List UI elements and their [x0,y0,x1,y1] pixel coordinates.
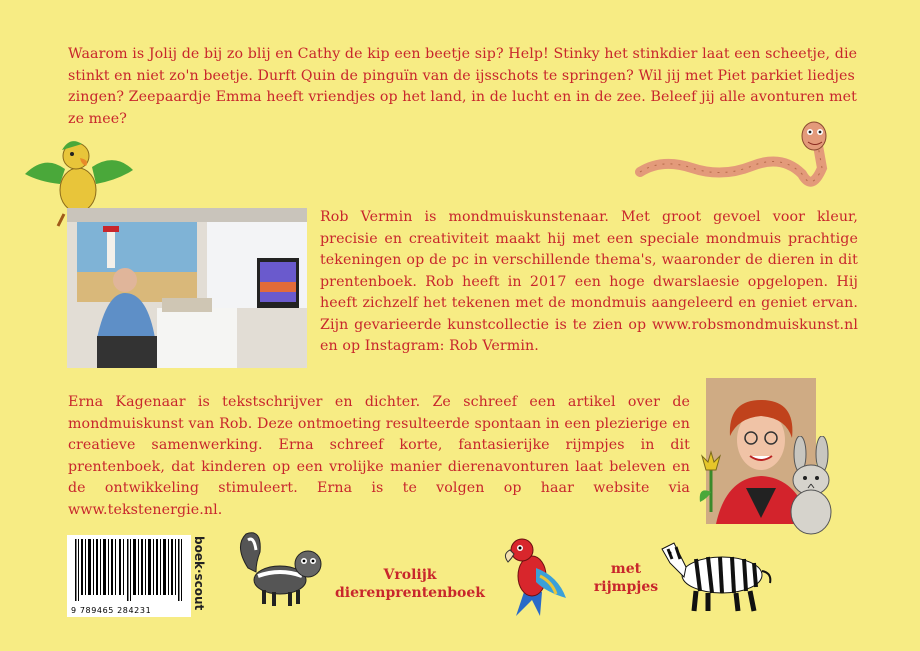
tagline-right-line2: rijmpjes [593,579,659,595]
flower-illustration [696,448,726,512]
rabbit-illustration [780,436,842,536]
barcode-digits: 9 789465 284231 [71,606,152,615]
red-parrot-illustration [496,536,576,616]
intro-text: Waarom is Jolij de bij zo blij en Cathy de kip een beetje sip? Help! Stinky het stinkdier laat een scheetje, die stinkt en niet zo'n beetje. Durft Quin de pinguïn van de ijsschots te springen? Wil jij met Piet parkiet liedjes zingen? Zeepaardje Emma heeft vriendjes op het land, in de lucht en in de zee. Beleef jij alle avonturen met ze mee? [68,46,858,127]
tagline-right [586,560,666,596]
tagline-left-line1: Vrolijk [383,567,437,583]
rob-bio: Rob Vermin is mondmuiskunstenaar. Met groot gevoel voor kleur, precisie en creativiteit maakt hij met een speciale mondmuis prachtige tekeningen op de pc in verschillende thema's, waaronder de dieren in dit prentenboek. Rob heeft in 2017 een hoge dwarslaesie opgelopen. Hij heeft zichzelf het tekenen met de mondmuis aangeleerd en geniet ervan. Zijn gevarieerde kunstcollectie is te zien op www.robsmondmuiskunst.nl en op Instagram: Rob Vermin. [320,209,858,354]
tagline-left [322,566,498,602]
tagline-right-line1: met [610,561,642,577]
publisher-name: boek·scout [192,536,206,611]
rob-photo [67,208,307,368]
barcode [67,535,191,617]
barcode-bars [67,535,191,601]
publisher-logo [190,534,208,616]
tagline-left-line2: dierenprentenboek [334,585,485,601]
skunk-illustration [234,528,326,608]
worm-illustration [632,118,852,200]
zebra-illustration [656,533,776,613]
erna-bio: Erna Kagenaar is tekstschrijver en dichter. Ze schreef een artikel over de mondmuiskunst van Rob. Deze ontmoeting resulteerde spontaan in een plezierige en creatieve samenwerking. Erna schreef korte, fantasierijke rijmpjes in dit prentenboek, dat kinderen op een vrolijke manier dierenavonturen laat beleven en de ontwikkeling stimuleert. Erna is te volgen op haar website via www.tekstenergie.nl. [68,394,690,518]
